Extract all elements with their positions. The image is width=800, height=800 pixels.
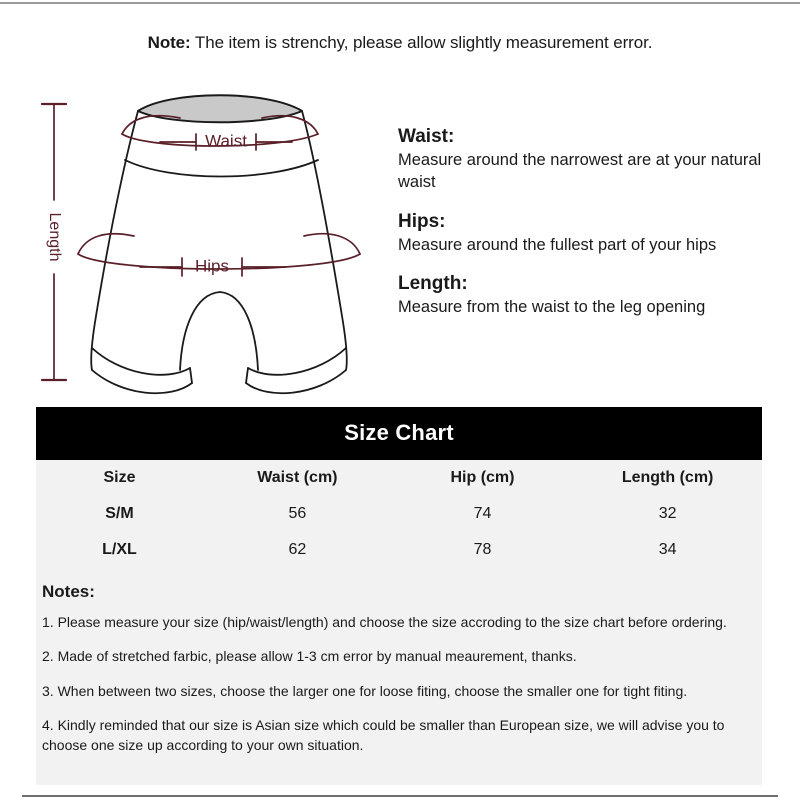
waist-dimension-label: Waist: [205, 131, 247, 151]
description-hips-text: Measure around the fullest part of your hips: [398, 235, 717, 254]
column-header-size: Size: [103, 469, 136, 486]
cell-waist: 56: [288, 505, 307, 522]
description-hips-title: Hips:: [398, 210, 446, 232]
shorts-measurement-diagram: [30, 78, 390, 398]
note-item: 2. Made of stretched farbic, please allow 1-3 cm error by manual meaurement, thanks.: [42, 648, 577, 665]
table-row: [36, 496, 762, 532]
column-header-hip: Hip (cm): [450, 469, 515, 486]
measurement-descriptions: [398, 126, 790, 336]
size-chart-banner: Size Chart: [36, 407, 762, 460]
description-waist: [398, 126, 790, 194]
description-length-title: Length:: [398, 273, 468, 295]
cell-length: 34: [658, 541, 677, 558]
length-dimension-label: Length: [45, 212, 63, 262]
notes-section: [36, 568, 762, 785]
cell-hip: 78: [473, 541, 492, 558]
top-note-label: Note:: [147, 33, 191, 52]
column-header-length: Length (cm): [621, 469, 714, 486]
hips-dimension-label: Hips: [194, 256, 230, 276]
top-note-text: The item is strenchy, please allow slightly measurement error.: [190, 33, 653, 52]
description-waist-title: Waist:: [398, 126, 455, 147]
top-note: [0, 33, 800, 53]
cell-size: S/M: [105, 505, 134, 522]
column-header-waist: Waist (cm): [257, 469, 338, 486]
cell-size: L/XL: [102, 541, 137, 558]
notes-title: Notes:: [42, 582, 95, 601]
description-hips: [398, 211, 790, 257]
table-row: [36, 532, 762, 568]
cell-waist: 62: [288, 541, 307, 558]
size-chart-table: [36, 460, 762, 568]
size-chart-panel: [36, 407, 762, 785]
note-item: 1. Please measure your size (hip/waist/length) and choose the size accroding to the size chart before ordering.: [42, 614, 727, 630]
table-header-row: [36, 460, 762, 496]
description-length: [398, 273, 790, 319]
note-item: 4. Kindly reminded that our size is Asian size which could be smaller than European size, we will advise you to choose one size up according to your own situation.: [42, 716, 725, 754]
note-item: 3. When between two sizes, choose the larger one for loose fiting, choose the smaller one for tight fiting.: [42, 682, 688, 699]
description-length-text: Measure from the waist to the leg opening: [398, 298, 706, 317]
bottom-divider: [22, 795, 778, 797]
cell-hip: 74: [473, 505, 492, 522]
cell-length: 32: [658, 505, 677, 522]
top-divider: [0, 2, 800, 4]
description-waist-text: Measure around the narrowest are at your natural waist: [398, 151, 762, 191]
